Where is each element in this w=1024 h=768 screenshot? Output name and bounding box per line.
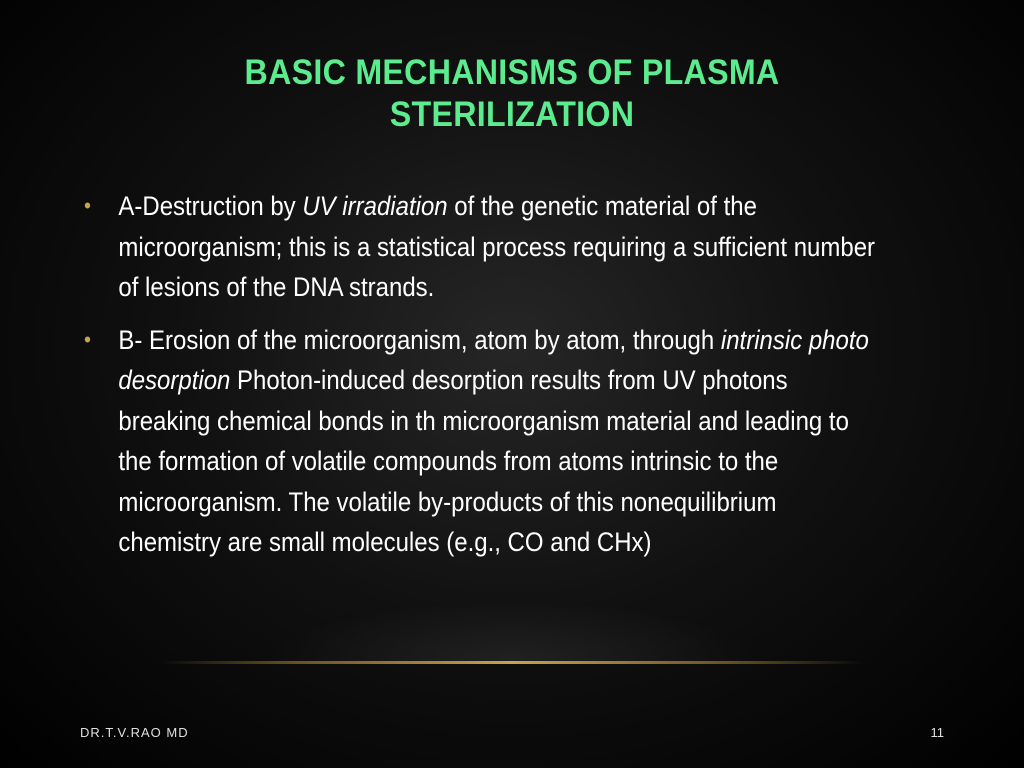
bullet-item-b (84, 320, 880, 563)
bullet-a-text-start: A-Destruction by (118, 191, 303, 221)
bullet-item-a (84, 186, 880, 308)
bullet-icon: • (84, 326, 91, 352)
gold-divider-line (160, 661, 864, 664)
bullet-a-text-end: of the genetic material of the microorganism; this is a statistical process requiring a sufficient number of lesions of the DNA strands. (118, 191, 876, 302)
bullet-text-b (118, 325, 868, 558)
bullet-list (84, 186, 880, 575)
footer-author: DR.T.V.RAO MD (80, 725, 189, 740)
slide-title-line-2: STERILIZATION (389, 95, 635, 134)
bullet-icon: • (84, 193, 91, 218)
slide-title (124, 52, 900, 136)
bullet-b-text-start: B- Erosion of the microorganism, atom by atom, through (118, 324, 721, 355)
bullet-b-emphasis: intrinsic photo desorption (118, 324, 869, 395)
page-number: 11 (930, 725, 944, 740)
slide-title-line-1: BASIC MECHANISMS OF PLASMA (244, 53, 780, 92)
bullet-b-text-end: Photon-induced desorption results from UV photons breaking chemical bonds in th microorganism material and leading to the formation of volatile compounds from atoms intrinsic to the microorganism. The volatile by-products of this nonequilibrium chemistry are small molecules (e.g., CO and CHx) (118, 365, 849, 557)
divider-glow (260, 600, 764, 664)
bullet-a-emphasis: UV irradiation (302, 191, 448, 221)
bullet-text-a (118, 191, 875, 302)
